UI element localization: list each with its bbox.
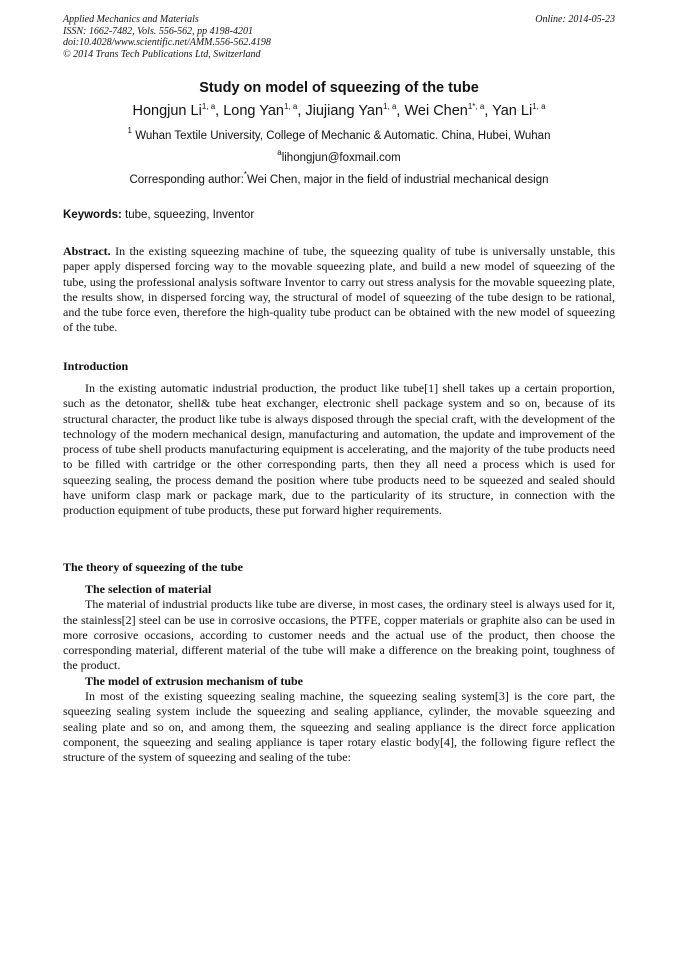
author-affiliation-mark: 1, a [383, 102, 397, 111]
author-affiliation-mark: 1, a [201, 102, 216, 111]
paper-title: Study on model of squeezing of the tube [199, 80, 479, 96]
affiliation-text: Wuhan Textile University, College of Mechanic & Automatic. China, Hubei, Wuhan [135, 130, 551, 142]
author-list [0, 103, 678, 119]
theory-heading: The theory of squeezing of the tube [63, 560, 243, 574]
corresponding-label: Corresponding author: [129, 174, 244, 186]
author-affiliation-mark: 1, a [283, 102, 298, 111]
online-date: Online: 2014-05-23 [535, 14, 615, 25]
mechanism-paragraph: In most of the existing squeezing sealing machine, the squeezing sealing system[3] is the core part, the squeezing sealing system include the squeezing and sealing appliance, cylinder, the movable squeezing and sealing plate and so on, and among them, the squeezing and sealing appliance is the direct force application component, the squeezing and sealing appliance is taper rotary elastic body[4], the following figure reflect the structure of the system of squeezing and sealing of the tube: [63, 689, 615, 765]
introduction-paragraph: In the existing automatic industrial production, the product like tube[1] shell takes up a certain proportion, such as the detonator, shell& tube heat exchanger, electronic shell package system and so on, because of its structural character, the product like tube is always disposed through the special craft, with the development of the technology of the modern mechanical design, manufacturing and automation, the update and improvement of the process of tube shell products manufacturing equipment is accelerating, and the majority of the tube products need to be filled with cartridge or the other corresponding parts, then they all need a process which is used for squeezing sealing, the process demand the position where tube products need to be squeezed and sealed should have uniform clasp mark or package mark, due to the particularity of its structure, in connection with the production equipment of tube products, these put forward higher requirements. [63, 381, 615, 518]
author-separator: , [215, 103, 224, 119]
abstract-label: Abstract. [63, 244, 111, 258]
author-separator: , [396, 103, 405, 119]
keywords [63, 209, 254, 221]
author-separator: , [484, 103, 493, 119]
corresponding-mark: * [243, 170, 248, 179]
author-separator: , [297, 103, 306, 119]
theory-section [63, 582, 615, 766]
abstract [63, 244, 615, 336]
keywords-text: tube, squeezing, Inventor [125, 209, 255, 221]
email-mark: a [277, 148, 282, 157]
affiliation-mark: 1 [127, 126, 132, 135]
mechanism-heading: The model of extrusion mechanism of tube [85, 673, 303, 688]
introduction-heading: Introduction [63, 359, 129, 373]
author-name: Jiujiang Yan [305, 103, 384, 119]
author-name: Hongjun Li [132, 103, 202, 119]
keywords-label: Keywords: [63, 209, 122, 221]
copyright-line: © 2014 Trans Tech Publications Ltd, Switzerland [63, 48, 261, 60]
doi-line: doi:10.4028/www.scientific.net/AMM.556-562.4198 [63, 37, 271, 48]
corresponding-author [0, 170, 678, 186]
issn-line: ISSN: 1662-7482, Vols. 556-562, pp 4198-4201 [63, 25, 253, 37]
abstract-text: In the existing squeezing machine of tube, the squeezing quality of tube is universally unstable, this paper apply dispersed forcing way to the movable squeezing plate, and build a new model of squeezing of the tube, using the professional analysis software Inventor to carry out stress analysis for the movable squeezing plate, the results show, in dispersed forcing way, the structural of model of squeezing of the tube design to be rational, and the tube force even, therefore the high-quality tube product can be obtained with the new model of squeezing of the tube. [63, 244, 616, 335]
author-affiliation-mark: 1, a [532, 102, 546, 111]
author-name: Long Yan [223, 103, 284, 119]
corresponding-text: Wei Chen, major in the field of industrial mechanical design [247, 174, 549, 186]
email-address[interactable]: lihongjun@foxmail.com [281, 152, 401, 164]
author-affiliation-mark: 1*, a [467, 102, 485, 111]
affiliation [0, 126, 678, 142]
material-paragraph: The material of industrial products like tube are diverse, in most cases, the ordinary steel is always used for it, the stainless[2] steel can be use in corrosive occasions, the PTFE, copper materials or graphite also can be used in more corrosive occasions, according to customer needs and the actual use of the product, then choose the corresponding material, different material of the tube will make a difference on the breaking point, toughness of the product. [63, 597, 615, 673]
author-name: Wei Chen [404, 103, 468, 119]
journal-name: Applied Mechanics and Materials [63, 14, 199, 25]
journal-meta [63, 14, 271, 60]
introduction-section [63, 381, 615, 519]
author-email [0, 148, 678, 164]
material-heading: The selection of material [85, 582, 212, 596]
author-name: Yan Li [492, 103, 533, 119]
